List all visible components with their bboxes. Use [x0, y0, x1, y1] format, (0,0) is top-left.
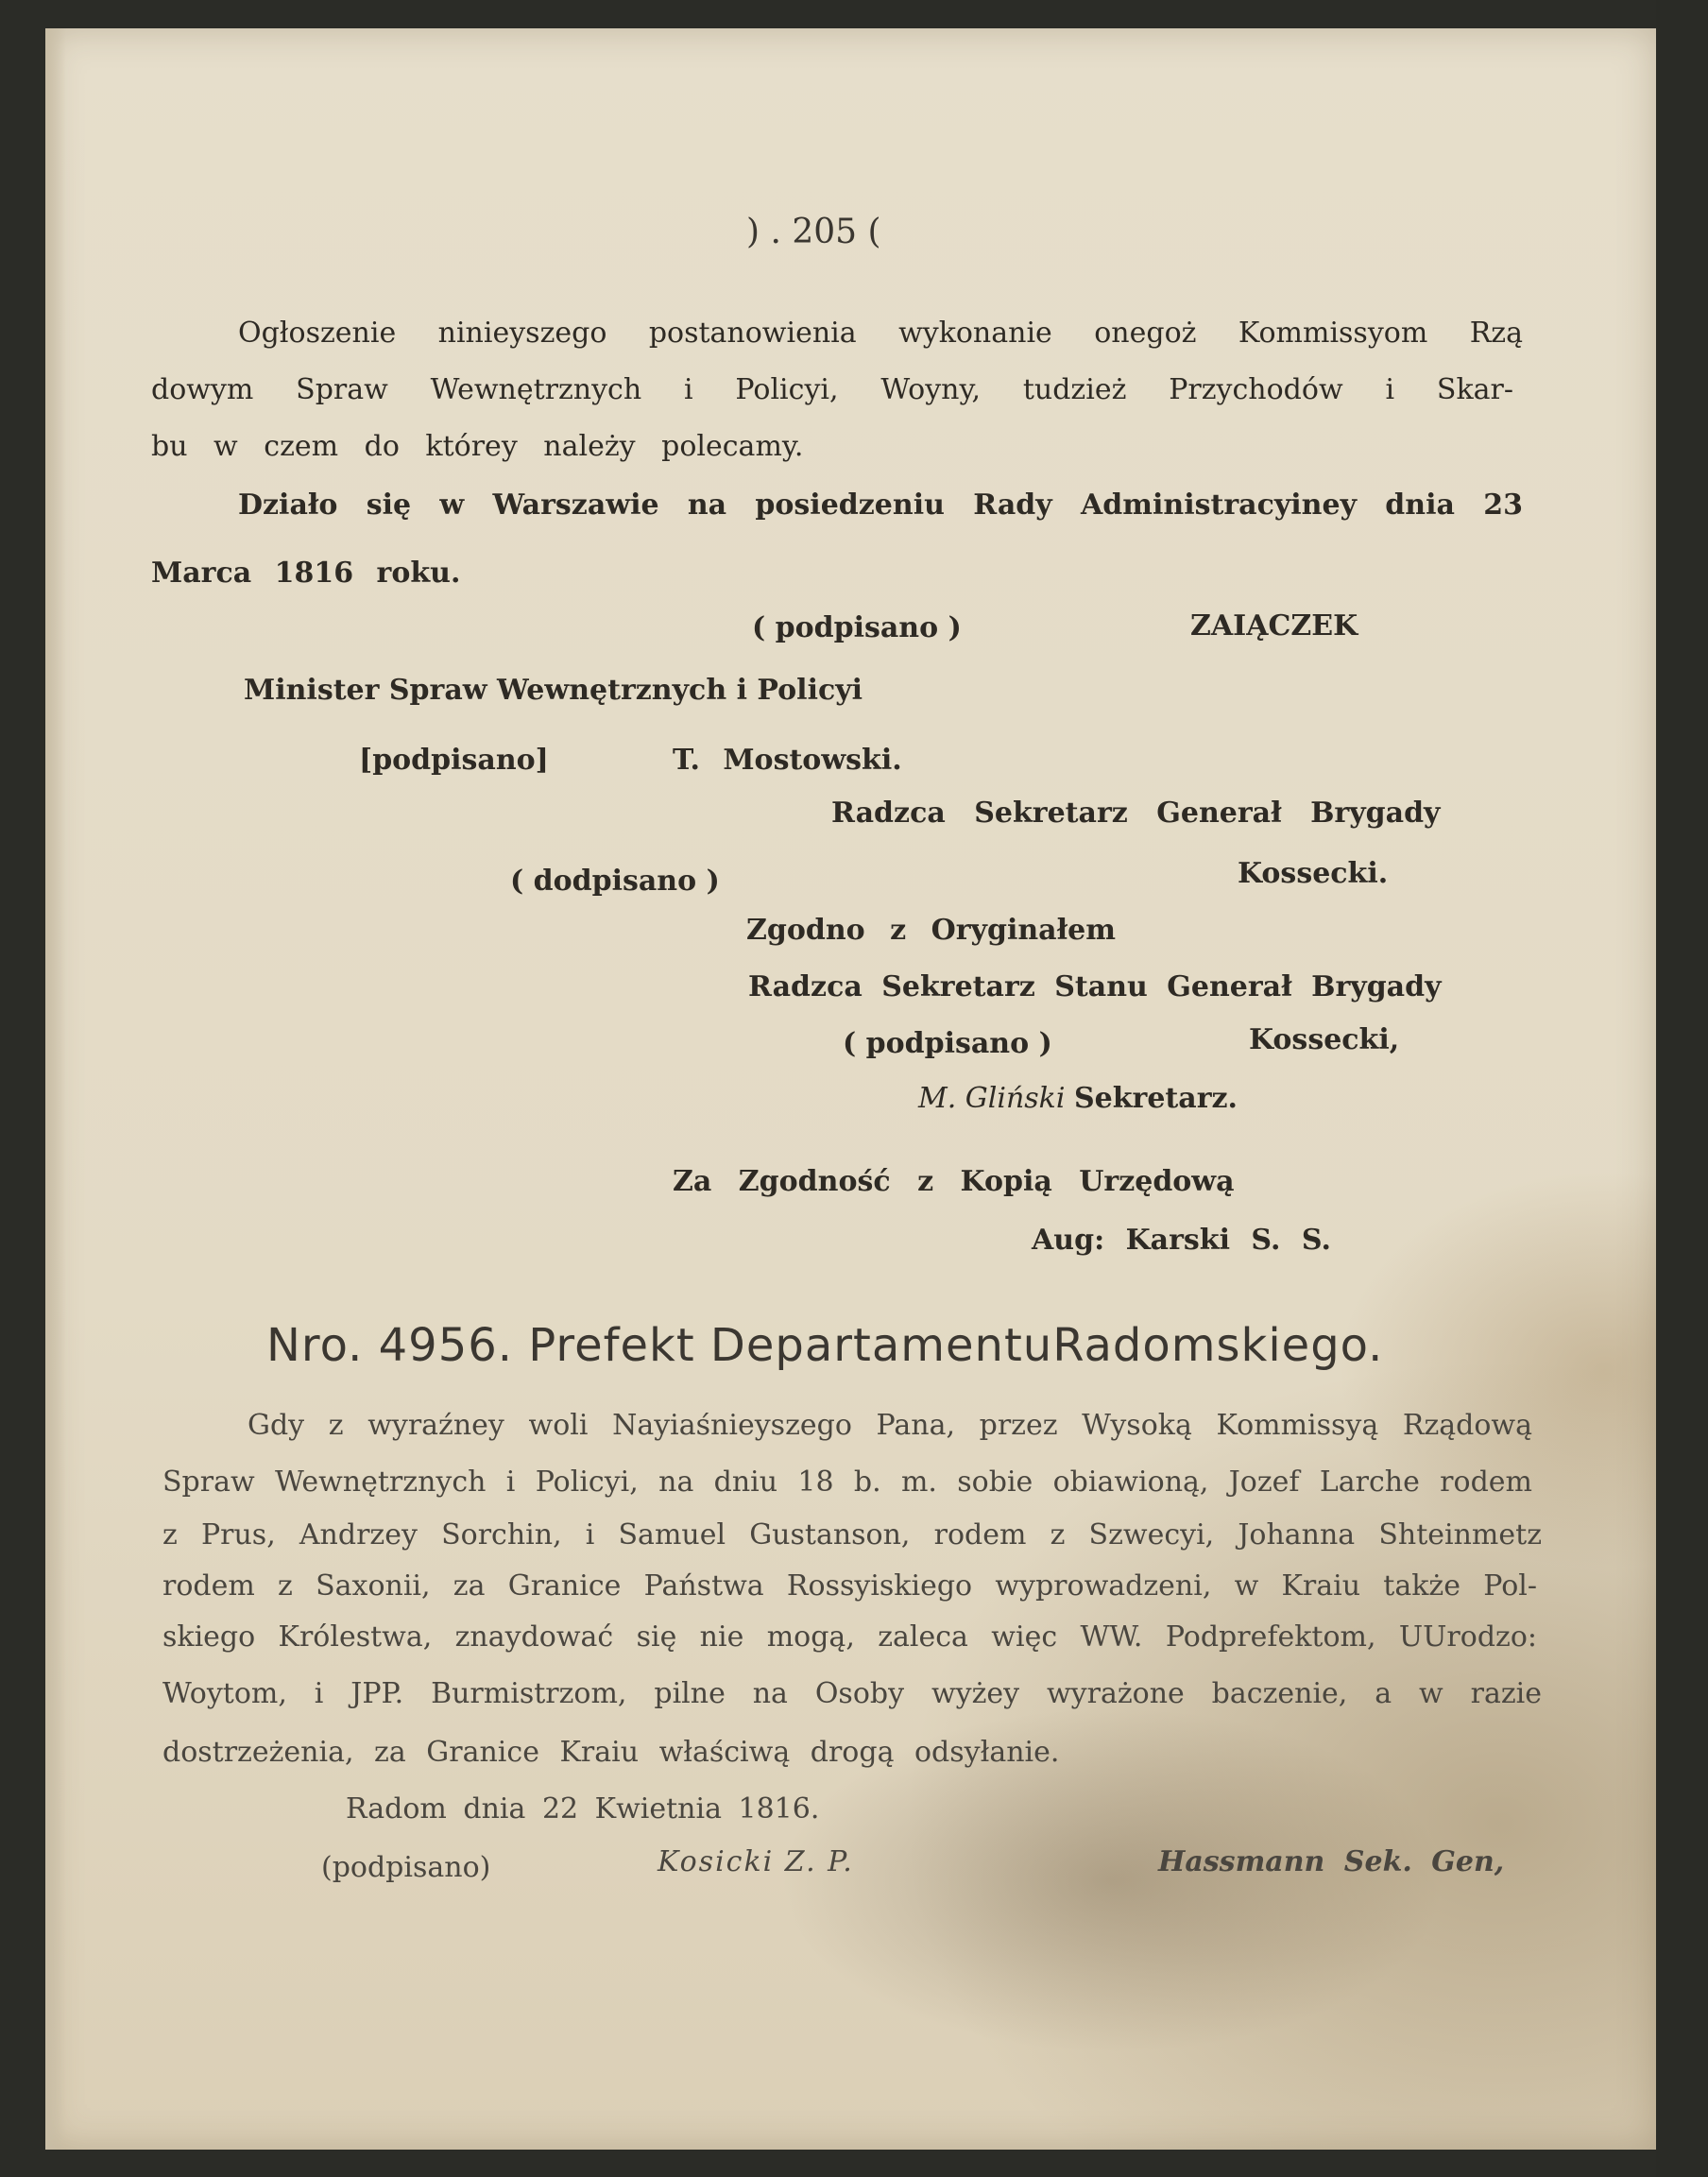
- signatory-glinski: [918, 1082, 1238, 1115]
- minister-title: Minister Spraw Wewnętrznych i Policyi: [244, 674, 863, 707]
- signatory-hassmann: Hassmann Sek. Gen,: [1158, 1845, 1505, 1878]
- text-line: Działo się w Warszawie na posiedzeniu Rady Administracyiney dnia 23: [238, 489, 1523, 522]
- text-line: Ogłoszenie ninieyszego postanowienia wykonanie onegoż Kommissyom Rzą: [238, 317, 1523, 350]
- signatory-kosicki: Kosicki Z. P.: [658, 1845, 854, 1878]
- text-line: Woytom, i JPP. Burmistrzom, pilne na Osoby wyżey wyrażone baczenie, a w razie: [162, 1677, 1542, 1710]
- section-heading: Nro. 4956. Prefekt DepartamentuRadomskiego.: [266, 1319, 1384, 1372]
- text-line: Gdy z wyraźney woli Nayiaśnieyszego Pana, przez Wysoką Kommissyą Rządową: [248, 1409, 1532, 1442]
- signatory-kossecki: Kossecki,: [1249, 1023, 1400, 1056]
- text-line: Spraw Wewnętrznych i Policyi, na dniu 18 b. m. sobie obiawioną, Jozef Larche rodem: [162, 1466, 1532, 1499]
- zalaczek-heading: ZAIĄCZEK: [1190, 609, 1358, 643]
- signatory-karski: Aug: Karski S. S.: [1032, 1224, 1331, 1257]
- signature-note: ( dodpisano ): [510, 865, 720, 898]
- signatory-kossecki: Kossecki.: [1238, 857, 1389, 890]
- text-line: rodem z Saxonii, za Granice Państwa Rossyiskiego wyprowadzeni, w Kraiu także Pol-: [162, 1569, 1537, 1603]
- date-line: Radom dnia 22 Kwietnia 1816.: [346, 1792, 820, 1826]
- certification-note: Za Zgodność z Kopią Urzędową: [673, 1165, 1235, 1198]
- scanner-edge: [1656, 0, 1708, 2177]
- signature-note: ( podpisano ): [752, 611, 962, 644]
- signature-note: (podpisano): [321, 1851, 491, 1884]
- text-line: skiego Królestwa, znaydować się nie mogą, zaleca więc WW. Podprefektom, UUrodzo:: [162, 1620, 1537, 1654]
- certification-note: Zgodno z Oryginałem: [746, 914, 1116, 947]
- signatory-title: Radzca Sekretarz Generał Brygady: [831, 797, 1441, 830]
- text-line: dowym Spraw Wewnętrznych i Policyi, Woyny, tudzież Przychodów i Skar-: [151, 373, 1513, 406]
- signatory-role: Sekretarz.: [1073, 1082, 1238, 1115]
- signatory-mostowski: T. Mostowski.: [673, 744, 902, 777]
- text-line: bu w czem do którey należy polecamy.: [151, 430, 804, 463]
- signatory-name: M. Gliński: [918, 1082, 1066, 1115]
- page-gutter: [45, 28, 66, 2150]
- signature-note: [podpisano]: [359, 744, 549, 777]
- text-line: dostrzeżenia, za Granice Kraiu właściwą drogą odsyłanie.: [162, 1736, 1060, 1769]
- text-line: Marca 1816 roku.: [151, 557, 461, 590]
- text-line: z Prus, Andrzey Sorchin, i Samuel Gustanson, rodem z Szwecyi, Johanna Shteinmetz: [162, 1518, 1542, 1551]
- signatory-title: Radzca Sekretarz Stanu Generał Brygady: [748, 970, 1442, 1003]
- signature-note: ( podpisano ): [843, 1027, 1052, 1060]
- page-number: ) . 205 (: [746, 213, 881, 251]
